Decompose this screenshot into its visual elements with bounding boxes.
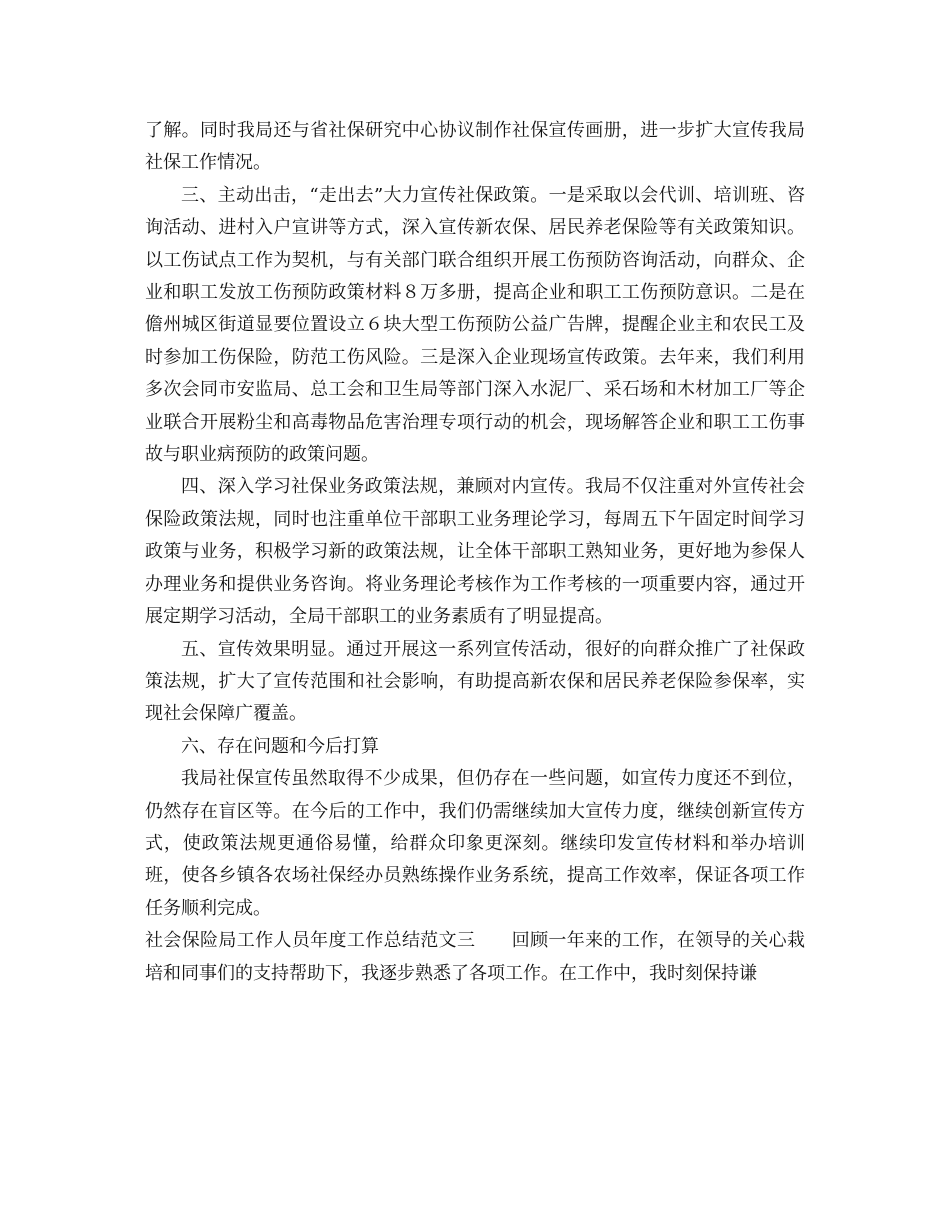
paragraph-section-six-heading: 六、存在问题和今后打算: [181, 735, 379, 757]
document-page: [145, 115, 805, 990]
paragraph-section-three: 三、主动出击，“走出去”大力宣传社保政策。一是采取以会代训、培训班、咨询活动、进村入户宣讲等方式，深入宣传新农保、居民养老保险等有关政策知识。以工伤试点工作为契机，与有关部门联合组织开展工伤预防咨询活动，向群众、企业和职工发放工伤预防政策材料８万多册，提高企业和职工工伤预防意识。二是在儋州城区街道显要位置设立６块大型工伤预防公益广告牌，提醒企业主和农民工及时参加工伤保险，防范工伤风险。三是深入企业现场宣传政策。去年来，我们利用多次会同市安监局、总工会和卫生局等部门深入水泥厂、采石场和木材加工厂等企业联合开展粉尘和高毒物品危害治理专项行动的机会，现场解答企业和职工工伤事故与职业病预防的政策问题。: [145, 184, 805, 466]
paragraph-section-four: 四、深入学习社保业务政策法规，兼顾对内宣传。我局不仅注重对外宣传社会保险政策法规，同时也注重单位干部职工业务理论学习，每周五下午固定时间学习政策与业务，积极学习新的政策法规，让全体干部职工熟知业务，更好地为参保人办理业务和提供业务咨询。将业务理论考核作为工作考核的一项重要内容，通过开展定期学习活动，全局干部职工的业务素质有了明显提高。: [145, 476, 805, 628]
section-body: 回顾一年来的工作，在领导的关心栽培和同事们的支持帮助下，我逐步熟悉了各项工作。在工作中，我时刻保持谦: [145, 930, 806, 984]
paragraph-continuation: 了解。同时我局还与省社保研究中心协议制作社保宣传画册，进一步扩大宣传我局社保工作情况。: [145, 120, 805, 174]
paragraph-section-five: 五、宣传效果明显。通过开展这一系列宣传活动，很好的向群众推广了社保政策法规，扩大了宣传范围和社会影响，有助提高新农保和居民养老保险参保率，实现社会保障广覆盖。: [145, 638, 805, 725]
paragraph-section-six-body: 我局社保宣传虽然取得不少成果，但仍存在一些问题，如宣传力度还不到位，仍然存在盲区等。在今后的工作中，我们仍需继续加大宣传力度，继续创新宣传方式，使政策法规更通俗易懂，给群众印象更深刻。继续印发宣传材料和举办培训班，使各乡镇各农场社保经办员熟练操作业务系统，提高工作效率，保证各项工作任务顺利完成。: [145, 768, 805, 919]
paragraph-new-section: [145, 925, 805, 990]
section-heading: 社会保险局工作人员年度工作总结范文三: [145, 930, 476, 952]
